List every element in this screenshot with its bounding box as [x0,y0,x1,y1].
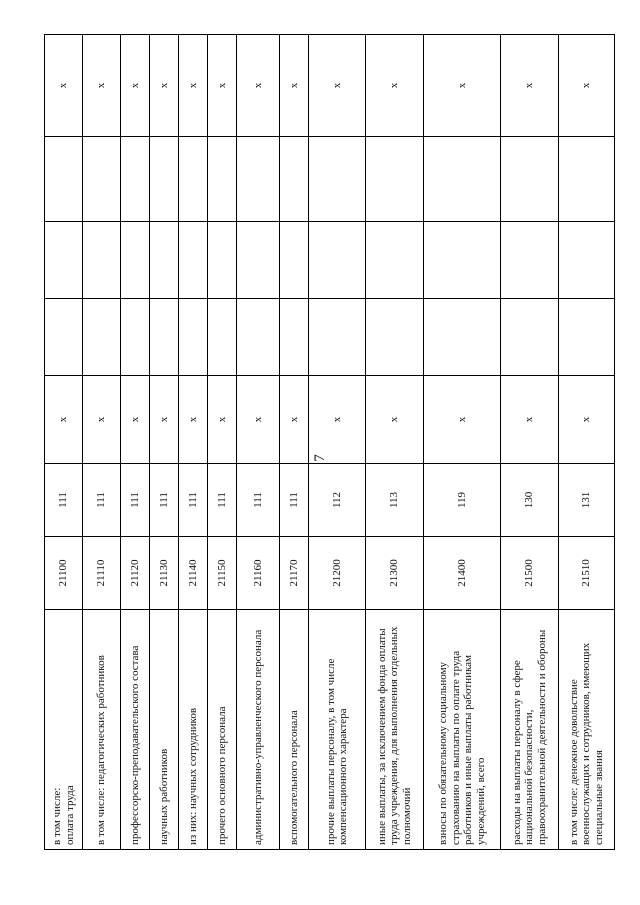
row-name-cell: расходы на выплаты персоналу в сфере национальной безопасности, правоохранительной деятельности и обороны [501,610,559,850]
row-cross-cell: x [501,35,559,137]
row-cross-cell: x [83,376,121,464]
table-row [559,35,615,850]
row-cross-cell: x [366,35,424,137]
row-name-cell: научных работников [150,610,179,850]
row-empty-cell [150,137,179,222]
row-empty-cell [121,137,150,222]
row-code-cell: 21160 [237,537,280,610]
row-empty-cell [501,137,559,222]
row-kbk-cell: 131 [559,464,615,537]
row-empty-cell [280,137,309,222]
row-empty-cell [280,222,309,299]
row-empty-cell [559,299,615,376]
row-cross-cell: x [45,376,83,464]
table-row [121,35,150,850]
row-empty-cell [237,299,280,376]
table-row [237,35,280,850]
row-cross-cell: x [45,35,83,137]
row-cross-cell: x [559,376,615,464]
row-empty-cell [45,137,83,222]
row-empty-cell [501,222,559,299]
row-empty-cell [179,299,208,376]
row-name-cell: взносы по обязательному социальному страхованию на выплаты по оплате труда работников и иные выплаты работникам учреждений, всего [424,610,501,850]
row-kbk-cell: 119 [424,464,501,537]
row-empty-cell [424,299,501,376]
row-name-cell: административно-управленческого персонала [237,610,280,850]
row-cross-cell: x [280,35,309,137]
row-code-cell: 21300 [366,537,424,610]
row-empty-cell [366,299,424,376]
row-empty-cell [237,222,280,299]
row-code-cell: 21140 [179,537,208,610]
row-cross-cell: x [83,35,121,137]
row-empty-cell [237,137,280,222]
row-empty-cell [121,222,150,299]
row-cross-cell: x [208,376,237,464]
row-empty-cell [179,222,208,299]
row-empty-cell [45,299,83,376]
table-row [45,35,83,850]
row-empty-cell [45,222,83,299]
row-name-cell: профессорско-преподавательского состава [121,610,150,850]
row-cross-cell: x [501,376,559,464]
row-kbk-cell: 111 [83,464,121,537]
row-empty-cell [309,137,366,222]
table-row [501,35,559,850]
table-row [179,35,208,850]
row-name-cell: иные выплаты, за исключением фонда оплаты труда учреждения, для выполнения отдельных полномочий [366,610,424,850]
row-code-cell: 21200 [309,537,366,610]
row-cross-cell: x [559,35,615,137]
row-name-cell: прочие выплаты персоналу, в том числе компенсационного характера [309,610,366,850]
table-row [208,35,237,850]
row-kbk-cell: 112 [309,464,366,537]
row-empty-cell [83,222,121,299]
row-empty-cell [559,222,615,299]
table-row [424,35,501,850]
row-empty-cell [366,137,424,222]
row-code-cell: 21150 [208,537,237,610]
row-kbk-cell: 111 [45,464,83,537]
row-name-cell: из них: научных сотрудников [179,610,208,850]
rotated-table-wrapper [44,35,605,850]
page-number: 7 [312,454,328,462]
table-row [280,35,309,850]
row-cross-cell: x [309,376,366,464]
row-cross-cell: x [150,376,179,464]
expenses-table [44,34,615,850]
row-cross-cell: x [280,376,309,464]
row-empty-cell [179,137,208,222]
row-cross-cell: x [309,35,366,137]
row-cross-cell: x [121,376,150,464]
row-cross-cell: x [150,35,179,137]
row-kbk-cell: 111 [280,464,309,537]
row-empty-cell [208,137,237,222]
row-empty-cell [424,222,501,299]
row-empty-cell [501,299,559,376]
row-empty-cell [424,137,501,222]
row-code-cell: 21510 [559,537,615,610]
row-empty-cell [208,222,237,299]
row-empty-cell [366,222,424,299]
row-code-cell: 21500 [501,537,559,610]
row-empty-cell [280,299,309,376]
row-empty-cell [309,299,366,376]
row-kbk-cell: 111 [121,464,150,537]
row-empty-cell [208,299,237,376]
row-cross-cell: x [237,35,280,137]
row-kbk-cell: 113 [366,464,424,537]
row-name-cell: вспомогательного персонала [280,610,309,850]
row-empty-cell [150,299,179,376]
row-code-cell: 21120 [121,537,150,610]
row-kbk-cell: 130 [501,464,559,537]
row-cross-cell: x [121,35,150,137]
row-code-cell: 21170 [280,537,309,610]
row-empty-cell [559,137,615,222]
row-code-cell: 21400 [424,537,501,610]
row-cross-cell: x [179,376,208,464]
table-row [309,35,366,850]
row-name-cell: прочего основного персонала [208,610,237,850]
row-code-cell: 21110 [83,537,121,610]
row-kbk-cell: 111 [237,464,280,537]
row-cross-cell: x [424,376,501,464]
row-cross-cell: x [208,35,237,137]
row-kbk-cell: 111 [150,464,179,537]
row-empty-cell [121,299,150,376]
row-kbk-cell: 111 [179,464,208,537]
row-cross-cell: x [179,35,208,137]
row-empty-cell [83,299,121,376]
row-cross-cell: x [237,376,280,464]
table-row [83,35,121,850]
table-row [150,35,179,850]
row-empty-cell [309,222,366,299]
row-name-cell: в том числе: денежное довольствие военнослужащих и сотрудников, имеющих специальные звания [559,610,615,850]
row-kbk-cell: 111 [208,464,237,537]
row-name-cell: в том числе: педагогических работников [83,610,121,850]
row-name-cell: в том числе: оплата труда [45,610,83,850]
row-empty-cell [83,137,121,222]
row-code-cell: 21100 [45,537,83,610]
row-empty-cell [150,222,179,299]
row-code-cell: 21130 [150,537,179,610]
row-cross-cell: x [366,376,424,464]
table-body [45,35,615,850]
table-row [366,35,424,850]
row-cross-cell: x [424,35,501,137]
